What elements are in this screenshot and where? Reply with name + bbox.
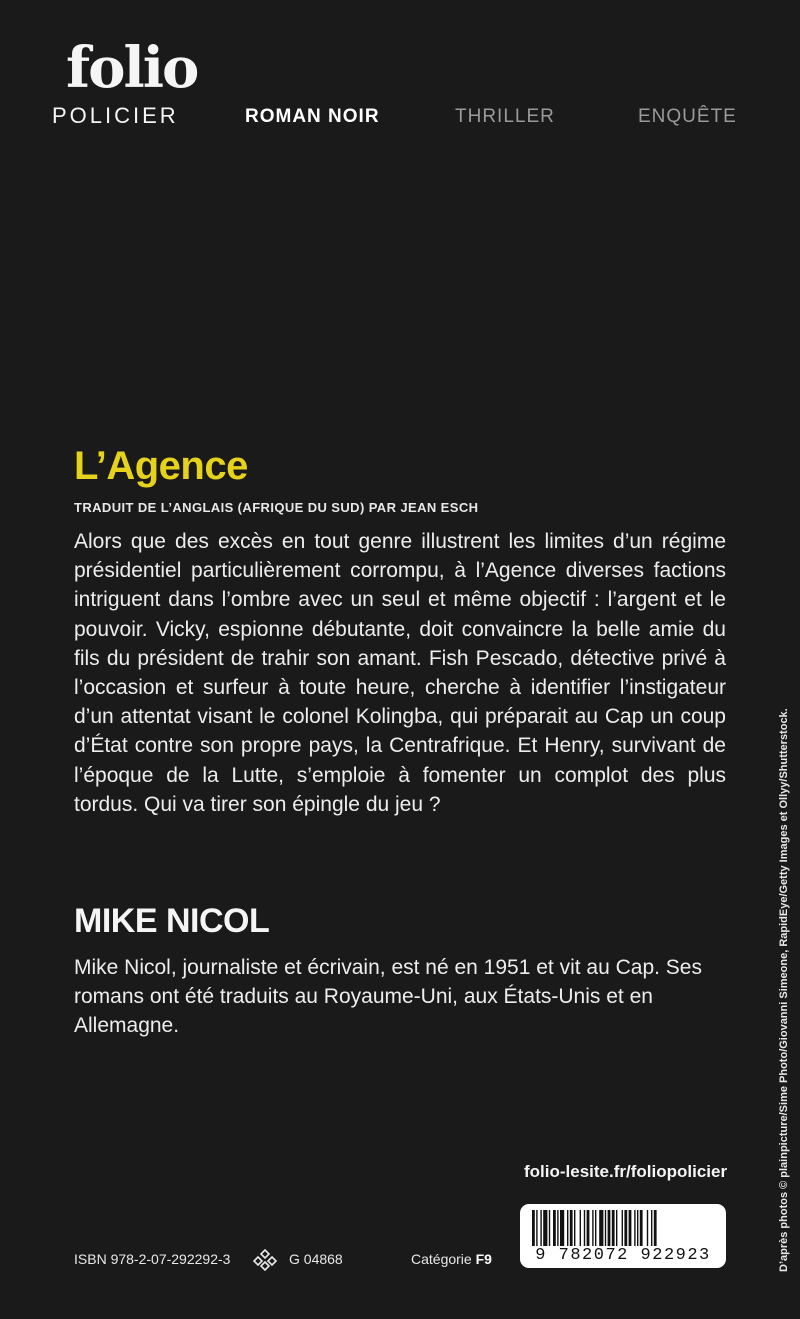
- barcode-bar: [654, 1210, 657, 1246]
- barcode-bar: [622, 1210, 623, 1246]
- barcode-bar: [599, 1210, 603, 1246]
- website-link[interactable]: folio-lesite.fr/foliopolicier: [524, 1162, 728, 1181]
- barcode-bar: [543, 1210, 547, 1246]
- barcode-digits: 9 782072 922923: [535, 1246, 711, 1265]
- category: [411, 1251, 492, 1267]
- genre-roman-noir: ROMAN NOIR: [245, 106, 380, 127]
- barcode-bar: [549, 1210, 550, 1246]
- genre-thriller: THRILLER: [455, 106, 555, 127]
- barcode-bar: [574, 1210, 575, 1246]
- barcode-bar: [553, 1210, 556, 1246]
- category-label: Catégorie: [411, 1251, 472, 1267]
- barcode-bars: [520, 1204, 726, 1246]
- barcode-bar: [557, 1210, 558, 1246]
- barcode-bar: [634, 1210, 635, 1246]
- barcode-bar: [592, 1210, 593, 1246]
- photo-credit: D’après photos © plainpicture/Sime Photo/Giovanni Simeone, RapidEye/Getty Images et Ollyy/Shutterstock.: [778, 708, 790, 1272]
- g-code: G 04868: [289, 1251, 343, 1267]
- barcode: [520, 1204, 726, 1268]
- barcode-bar: [605, 1210, 606, 1246]
- barcode-bar: [616, 1210, 617, 1246]
- barcode-bar: [637, 1210, 638, 1246]
- barcode-bar: [570, 1210, 573, 1246]
- author-bio: Mike Nicol, journaliste et écrivain, est né en 1951 et vit au Cap. Ses romans ont été traduits au Royaume-Uni, aux États-Unis et en Allemagne.: [74, 956, 702, 1038]
- barcode-bar: [536, 1210, 537, 1246]
- gallimard-logo-icon: [252, 1248, 278, 1272]
- synopsis: Alors que des excès en tout genre illustrent les limites d’un régime présidentiel particulièrement corrompu, à l’Agence diverses factions intriguent dans l’ombre avec un seul et même objectif : l’argent et le pouvoir. Vicky, espionne débutante, doit convaincre la belle amie du fils du président de trahir son amant. Fish Pescado, détective privé à l’occasion et surfeur à toute heure, cherche à identifier l’instigateur d’un attentat visant le colonel Kolingba, qui préparait au Cap un coup d’État contre son propre pays, la Centrafrique. Et Henry, survivant de l’époque de la Lutte, s’emploie à fomenter un complot des plus tordus. Qui va tirer son épingle du jeu ?: [74, 530, 726, 816]
- barcode-bar: [587, 1210, 590, 1246]
- barcode-bar: [567, 1210, 568, 1246]
- barcode-bar: [584, 1210, 585, 1246]
- genre-enquete: ENQUÊTE: [638, 106, 737, 127]
- barcode-bar: [629, 1210, 632, 1246]
- barcode-bar: [647, 1210, 648, 1246]
- barcode-bar: [560, 1210, 564, 1246]
- author-name: MIKE NICOL: [74, 902, 270, 940]
- barcode-bar: [640, 1210, 643, 1246]
- barcode-bar: [580, 1210, 581, 1246]
- barcode-bar: [532, 1210, 535, 1246]
- collection-label: POLICIER: [52, 103, 179, 128]
- book-title: L’Agence: [74, 444, 248, 488]
- category-value: F9: [475, 1251, 492, 1267]
- folio-logo: folio: [66, 35, 198, 101]
- translator-line: TRADUIT DE L’ANGLAIS (AFRIQUE DU SUD) PAR JEAN ESCH: [74, 500, 479, 515]
- barcode-bar: [608, 1210, 611, 1246]
- barcode-bar: [624, 1210, 627, 1246]
- barcode-bar: [540, 1210, 541, 1246]
- barcode-bar: [595, 1210, 596, 1246]
- barcode-bar: [651, 1210, 652, 1246]
- barcode-bar: [612, 1210, 615, 1246]
- isbn: ISBN 978-2-07-292292-3: [74, 1251, 231, 1267]
